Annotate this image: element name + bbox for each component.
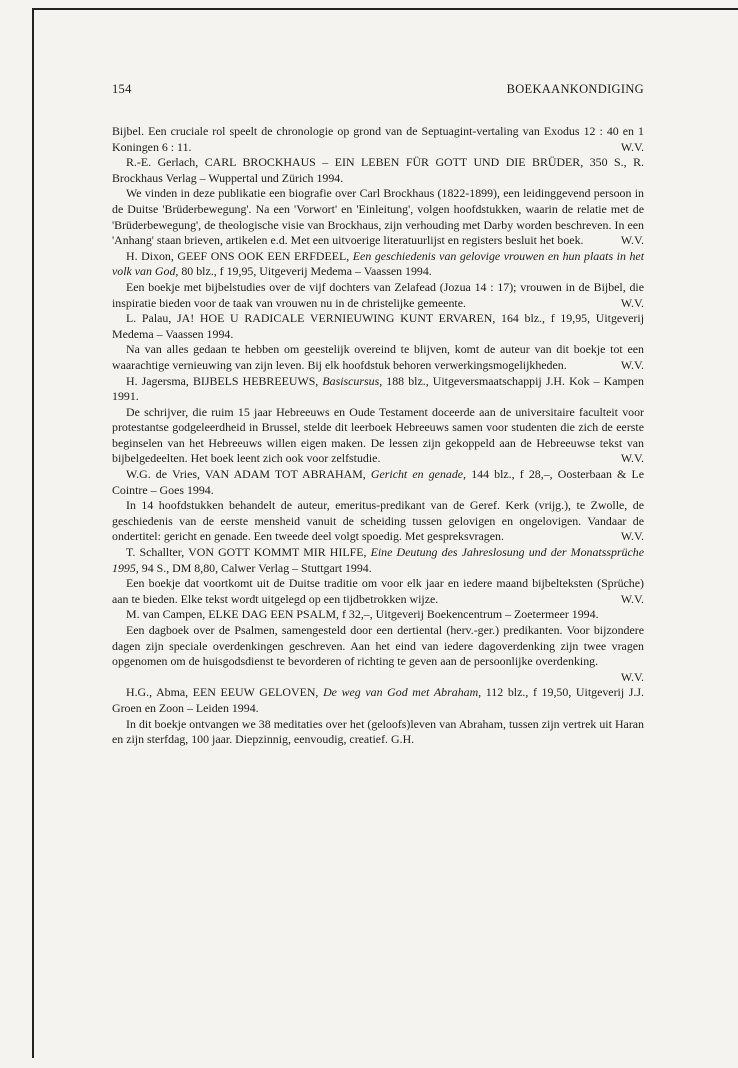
page-frame-top [32, 8, 738, 10]
book-review-text: Een boekje met bijbelstudies over de vijf dochters van Zelafead (Jozua 14 : 17); vrouwen in de Bijbel, die inspiratie bieden voor de taak van vrouwen nu in de christelijke gemeente. W.V. [112, 279, 644, 310]
book-citation: L. Palau, JA! HOE U RADICALE VERNIEUWING KUNT ERVAREN, 164 blz., f 19,95, Uitgeverij Medema – Vaassen 1994. [112, 311, 644, 341]
continued-paragraph: Bijbel. Een cruciale rol speelt de chronologie op grond van de Septuagint-vertaling van Exodus 12 : 40 en 1 Koningen 6 : 11. W.V. [112, 124, 644, 154]
running-header [112, 82, 644, 97]
author-signature: W.V. [620, 357, 644, 372]
book-review-text: We vinden in deze publikatie een biografie over Carl Brockhaus (1822-1899), een leidinggevend persoon in de Duitse 'Brüderbewegung'. Na een 'Vorwort' en 'Einleitung', volgen hoofdstukken, waarin de relatie met de 'Brüderbewegung', de theologische visie van Brockhaus, zijn verhouding met Darby worden beschreven. In een 'Anhang' staan brieven, artikelen e.d. Met een uitvoerige literatuurlijst en registers besluit het boek. W.V. [112, 186, 644, 248]
author-signature: W.V. [620, 669, 644, 684]
author-signature: W.V. [620, 451, 644, 466]
page-frame-left [32, 8, 34, 1058]
book-citation: H.G., Abma, EEN EEUW GELOVEN, De weg van God met Abraham, 112 blz., f 19,50, Uitgeverij J.J. Groen en Zoon – Leiden 1994. [112, 685, 644, 715]
book-review-text: In dit boekje ontvangen we 38 meditaties over het (geloofs)leven van Abraham, tussen zijn vertrek uit Haran en zijn sterfdag, 100 jaar. Diepzinnig, eenvoudig, creatief. G.H. [112, 716, 644, 747]
page-number: 154 [112, 82, 132, 96]
section-title: BOEKAANKONDIGING [506, 82, 644, 96]
author-signature: W.V. [620, 591, 644, 606]
book-citation: M. van Campen, ELKE DAG EEN PSALM, f 32,–, Uitgeverij Boekencentrum – Zoetermeer 1994. [126, 607, 599, 622]
book-citation: R.-E. Gerlach, CARL BROCKHAUS – EIN LEBEN FÜR GOTT UND DIE BRÜDER, 350 S., R. Brockhaus Verlag – Wuppertal und Zürich 1994. [112, 155, 644, 185]
book-citation: W.G. de Vries, VAN ADAM TOT ABRAHAM, Gericht en genade, 144 blz., f 28,–, Oosterbaan & Le Cointre – Goes 1994. [112, 467, 644, 497]
book-citation: H. Jagersma, BIJBELS HEBREEUWS, Basiscursus, 188 blz., Uitgeversmaatschappij J.H. Kok – Kampen 1991. [112, 373, 644, 404]
book-citation: H. Dixon, GEEF ONS OOK EEN ERFDEEL, Een geschiedenis van gelovige vrouwen en hun plaats in het volk van God, 80 blz., f 19,95, Uitgeverij Medema – Vaassen 1994. [112, 248, 645, 279]
author-signature: W.V. [620, 529, 644, 544]
author-signature: G.H. [391, 732, 415, 747]
author-signature: W.V. [620, 233, 644, 248]
book-citation: T. Schallter, VON GOTT KOMMT MIR HILFE, Eine Deutung des Jahreslosung und der Monatssprüche 1995, 94 S., DM 8,80, Calwer Verlag – Stuttgart 1994. [112, 545, 644, 575]
book-review-text: In 14 hoofdstukken behandelt de auteur, emeritus-predikant van de Geref. Kerk (vrijg.), te Zwolle, de geschiedenis van de eerste mensheid vanuit de scheiding tussen gelovigen en ongelovigen. Vandaar de ondertitel: gericht en genade. Een tweede deel volgt spoedig. Met gespreksvragen. W.V. [112, 498, 644, 544]
author-signature: W.V. [620, 139, 644, 154]
author-signature: W.V. [620, 295, 644, 310]
book-review-text: De schrijver, die ruim 15 jaar Hebreeuws en Oude Testament doceerde aan de universitaire faculteit voor protestantse godgeleerdheid in Brussel, stelde dit leerboek Hebreeuws samen voor studenten die zich de eerste beginselen van het Hebreeuws willen eigen maken. De lessen zijn gekoppeld aan de Hebreeuwse tekst van bijbelgedeelten. Het boek leent zich ook voor zelfstudie. W.V. [112, 404, 644, 466]
article-body [112, 124, 644, 748]
book-review-text: Een boekje dat voortkomt uit de Duitse traditie om voor elk jaar en iedere maand bijbelteksten (Sprüche) aan te bieden. Elke tekst wordt uitgelegd op een tijdbetrokken wijze. W.V. [112, 576, 644, 606]
book-review-text: Na van alles gedaan te hebben om geestelijk overeind te blijven, komt de auteur van dit boekje tot een waarachtige vernieuwing van zijn leven. Bij elk hoofdstuk behoren verwerkingsmogelijkheden. W.V. [112, 342, 644, 372]
book-review-text: Een dagboek over de Psalmen, samengesteld door een dertiental (herv.-ger.) predikanten. Voor bijzondere dagen zijn speciale overdenkingen geschreven. Aan het eind van iedere dagoverdenking zijn twee vragen opgenomen om de huisgodsdienst te bevorderen of richting te geven aan de persoonlijke overdenking. W.V. [112, 623, 644, 684]
